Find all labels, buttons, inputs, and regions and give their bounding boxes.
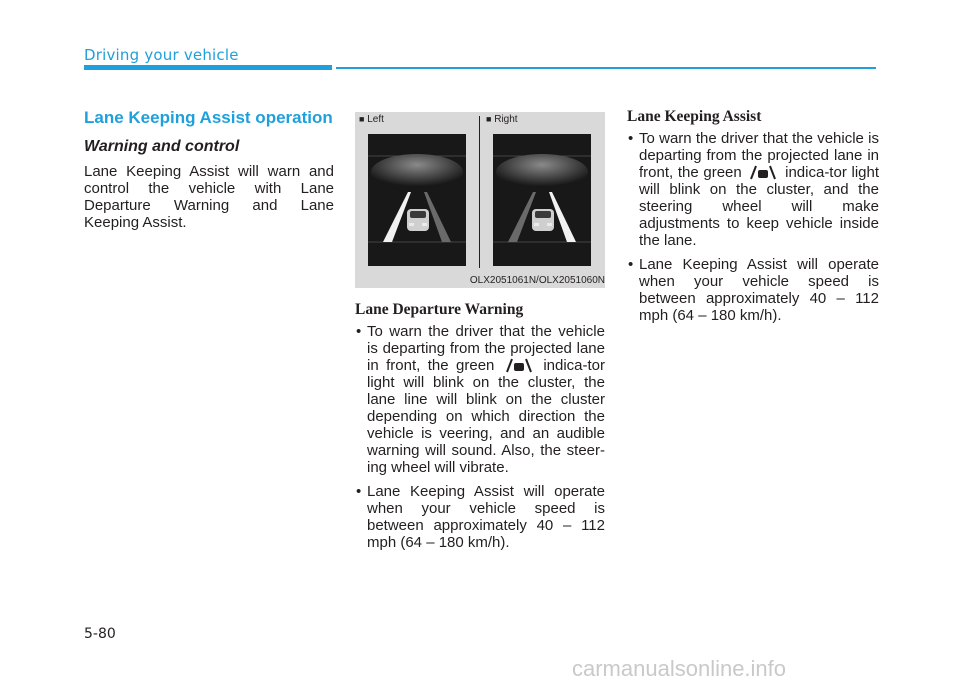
figure-label-left	[359, 114, 384, 125]
label-square-left: ■	[359, 114, 365, 124]
lane-scene-left	[368, 134, 466, 266]
bullet-dot: •	[628, 130, 634, 147]
column-lane-keeping	[627, 108, 879, 331]
column-lane-departure	[355, 112, 605, 558]
list-item	[355, 323, 605, 476]
page-number: 5-80	[84, 626, 116, 642]
figure-divider	[479, 116, 480, 268]
cluster-figure	[355, 112, 605, 288]
lka-item1-before: To warn the driver that the vehicle is departing from the projected lane in front, the green	[639, 130, 879, 181]
bullet-dot: •	[628, 256, 634, 273]
section-title: Lane Keeping Assist operation	[84, 108, 333, 127]
header-rule-thick	[84, 65, 332, 70]
ldw-item1-after: indica-tor light will blink on the cluster, the lane line will blink on the cluster depending on which direction the vehicle is veering, and an audible warning will sound. Also, the steer-ing wheel will vibrate.	[367, 357, 606, 476]
lka-item2: Lane Keeping Assist will operate when your vehicle speed is between approximately 40 – 112 mph (64 – 180 km/h).	[639, 256, 879, 324]
watermark: carmanualsonline.info	[572, 656, 787, 681]
sub-title: Warning and control	[84, 138, 240, 155]
label-square-right: ■	[486, 114, 492, 124]
bullet-dot: •	[356, 323, 362, 340]
cluster-panel-right	[493, 134, 591, 266]
header-section-title: Driving your vehicle	[84, 46, 239, 64]
lka-title: Lane Keeping Assist	[627, 108, 762, 125]
cluster-panel-left	[368, 134, 466, 266]
car-icon-left	[407, 209, 429, 231]
list-item	[355, 483, 605, 551]
label-left-text: Left	[367, 114, 384, 125]
ldw-item1-before: To warn the driver that the vehicle is departing from the projected lane in front, the green	[367, 323, 605, 374]
bullet-dot: •	[356, 483, 362, 500]
intro-paragraph: Lane Keeping Assist will warn and control the vehicle with Lane Departure Warning and Lane Keeping Assist.	[84, 163, 334, 231]
ldw-list	[355, 323, 605, 551]
ldw-item2: Lane Keeping Assist will operate when your vehicle speed is between approximately 40 – 112 mph (64 – 180 km/h).	[367, 483, 605, 551]
lane-keeping-indicator-icon	[748, 165, 778, 180]
ldw-title: Lane Departure Warning	[355, 301, 524, 318]
column-intro	[84, 108, 334, 231]
figure-label-right	[486, 114, 518, 125]
header-rule-thin	[336, 67, 876, 69]
lane-keeping-indicator-icon	[504, 358, 534, 373]
list-item	[627, 256, 879, 324]
figure-caption: OLX2051061N/OLX2051060N	[469, 275, 605, 286]
lka-item1-after: indica-tor light will blink on the cluster, and the steering wheel will make adjustments to keep vehicle inside the lane.	[639, 164, 880, 249]
car-icon-right	[532, 209, 554, 231]
lane-scene-right	[493, 134, 591, 266]
label-right-text: Right	[494, 114, 518, 125]
list-item	[627, 130, 879, 249]
lka-list	[627, 130, 879, 324]
